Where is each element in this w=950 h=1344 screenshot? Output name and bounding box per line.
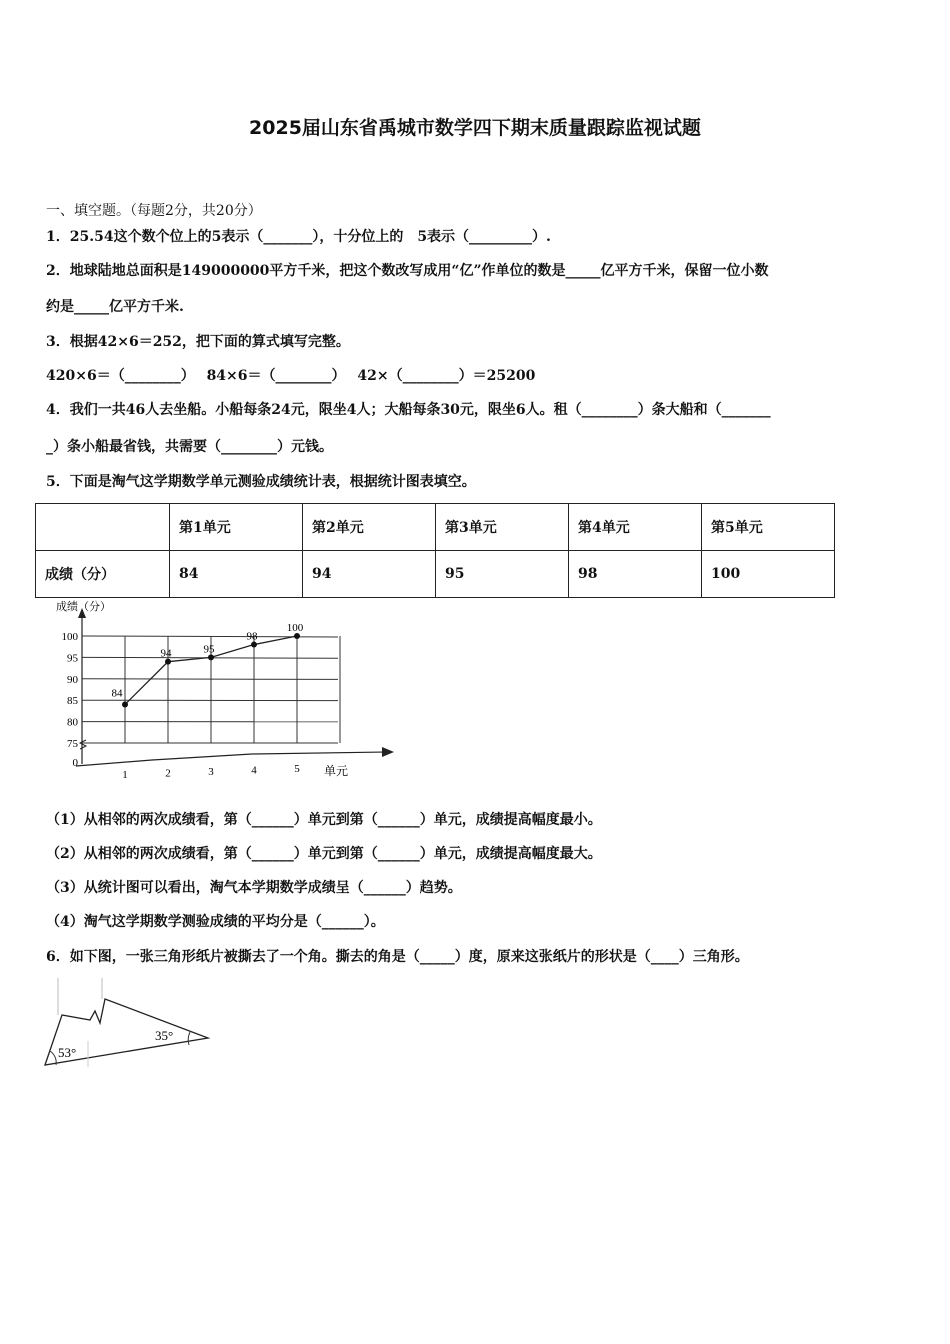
sub-question-3: （3）从统计图可以看出，淘气本学期数学成绩呈（______）趋势。: [46, 880, 462, 896]
sub-question-2: （2）从相邻的两次成绩看，第（______）单元到第（______）单元，成绩提高幅度最大。: [46, 846, 602, 862]
table-header-cell: 第3单元: [436, 504, 569, 551]
chart-axis-break: [80, 740, 86, 749]
table-cell: 98: [569, 551, 702, 598]
table-header-cell: 第2单元: [303, 504, 436, 551]
chart-data-label: 100: [286, 622, 304, 634]
sub-question-1: （1）从相邻的两次成绩看，第（______）单元到第（______）单元，成绩提高幅度最小。: [46, 812, 602, 828]
chart-data-label: 84: [111, 687, 123, 700]
chart-y-tick-label: 85: [67, 695, 78, 708]
table-header-cell: [36, 504, 170, 551]
score-line-chart: [40, 598, 400, 783]
question-2-line-2: 约是_____亿平方千米.: [46, 299, 184, 315]
chart-x-tick-label: 4: [251, 764, 257, 777]
angle-left-label: 53°: [58, 1045, 77, 1060]
table-header-row: [36, 504, 835, 551]
chart-y-tick-label: 95: [67, 652, 78, 665]
question-4-line-1: 4．我们一共46人去坐船。小船每条24元，限坐4人；大船每条30元，限坐6人。租（________）条大船和（_______: [46, 402, 771, 418]
question-3: 3．根据42×6＝252，把下面的算式填写完整。: [46, 334, 350, 350]
torn-triangle-figure: [40, 975, 215, 1070]
chart-y-tick-label: 75: [67, 738, 78, 750]
table-cell: 84: [170, 551, 303, 598]
question-2-line-1: 2．地球陆地总面积是149000000平方千米，把这个数改写成用“亿”作单位的数是_____亿平方千米，保留一位小数: [46, 263, 769, 279]
table-header-cell: 第4单元: [569, 504, 702, 551]
chart-data-point: [122, 701, 128, 707]
right-angle-arc: [188, 1032, 190, 1045]
table-header-cell: 第5单元: [702, 504, 835, 551]
table-cell: 94: [303, 551, 436, 598]
chart-x-tick-label: 3: [208, 766, 214, 778]
table-row: [36, 551, 835, 598]
question-4-line-2: _）条小船最省钱，共需要（________）元钱。: [46, 439, 333, 455]
chart-gridline-horizontal: [82, 679, 338, 680]
table-cell: 100: [702, 551, 835, 598]
sub-question-4: （4）淘气这学期数学测验成绩的平均分是（______）。: [46, 914, 385, 930]
page-title: 2025届山东省禹城市数学四下期末质量跟踪监视试题: [249, 117, 701, 139]
chart-axes: [76, 608, 394, 766]
chart-x-tick-label: 5: [294, 763, 300, 775]
question-1: 1．25.54这个数个位上的5表示（_______），十分位上的 5表示（_________）.: [46, 229, 551, 245]
chart-data-label: 98: [246, 630, 258, 643]
question-5: 5．下面是淘气这学期数学单元测验成绩统计表，根据统计图表填空。: [46, 474, 476, 490]
angle-right-label: 35°: [155, 1028, 174, 1043]
table-cell: 成绩（分）: [36, 551, 170, 598]
table-cell: 95: [436, 551, 569, 598]
chart-series: [112, 622, 304, 707]
question-3-items: 420×6＝（________） 84×6＝（________） 42×（________）＝25200: [46, 368, 536, 384]
question-6: 6．如下图，一张三角形纸片被撕去了一个角。撕去的角是（_____）度，原来这张纸片的形状是（____）三角形。: [46, 949, 749, 965]
chart-y-tick-label: 80: [67, 716, 78, 729]
chart-data-label: 95: [203, 643, 215, 656]
chart-y-tick-label: 0: [72, 757, 78, 769]
score-table: [35, 503, 835, 598]
chart-x-arrow: [382, 747, 394, 757]
section-heading: 一、填空题。（每题2分，共20分）: [46, 203, 262, 219]
chart-y-tick-label: 90: [67, 673, 78, 686]
chart-x-tick-label: 1: [122, 769, 128, 781]
table-header-cell: 第1单元: [170, 504, 303, 551]
chart-x-label: 单元: [324, 764, 349, 778]
chart-y-tick-label: 100: [61, 631, 78, 643]
chart-y-label: 成绩（分）: [56, 601, 111, 613]
chart-x-tick-label: 2: [165, 767, 171, 780]
chart-data-label: 94: [160, 647, 172, 660]
